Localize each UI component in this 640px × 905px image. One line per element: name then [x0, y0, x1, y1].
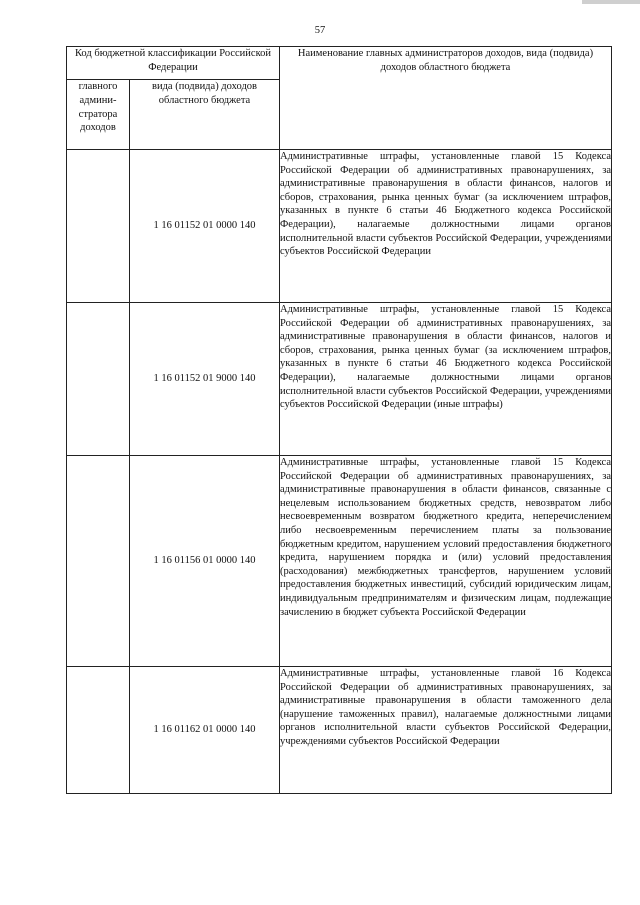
- row-admin-cell: [67, 456, 130, 667]
- row-name-cell: Административные штрафы, установленные главой 15 Кодекса Российской Федерации об административных правонарушениях, за административные правонарушения в области финансов, налогов и сборов, страхования, рынка ценных бумаг (за исключением штрафов, указанных в пункте 6 статьи 46 Бюджетного кодекса Российской Федерации), налагаемые должностными лицами органов исполнительной власти субъектов Российской Федерации, учреждениями субъектов Российской Федерации: [280, 150, 612, 303]
- table-row: [67, 150, 612, 303]
- row-admin-cell: [67, 667, 130, 794]
- header-admin-column: главного админи-стратора доходов: [67, 80, 130, 150]
- row-admin-cell: [67, 303, 130, 456]
- header-code-group: Код бюджетной классификации Российской Федерации: [67, 47, 280, 80]
- table-row: [67, 456, 612, 667]
- row-code-cell: 1 16 01156 01 0000 140: [130, 456, 280, 667]
- table-row: [67, 303, 612, 456]
- row-code-cell: 1 16 01152 01 0000 140: [130, 150, 280, 303]
- row-name-cell: Административные штрафы, установленные главой 15 Кодекса Российской Федерации об административных правонарушениях, за административные правонарушения в области финансов, связанные с нецелевым использованием бюджетных средств, невозвратом либо несвоевременным возвратом бюджетного кредита, неперечислением либо несвоевременным перечислением платы за пользование бюджетным кредитом, нарушением условий предоставления бюджетного кредита, нарушением порядка и (или) условий предоставления (расходования) межбюджетных трансфертов, нарушением условий предоставления бюджетных инвестиций, субсидий юридическим лицам, индивидуальным предпринимателям и физическим лицам, подлежащие зачислению в бюджет субъекта Российской Федерации: [280, 456, 612, 667]
- table-row: [67, 667, 612, 794]
- row-code-cell: 1 16 01152 01 9000 140: [130, 303, 280, 456]
- row-name-cell: Административные штрафы, установленные главой 15 Кодекса Российской Федерации об административных правонарушениях, за административные правонарушения в области финансов, налогов и сборов, страхования, рынка ценных бумаг (за исключением штрафов, указанных в пункте 6 статьи 46 Бюджетного кодекса Российской Федерации), налагаемые должностными лицами органов исполнительной власти субъектов Российской Федерации, учреждениями субъектов Российской Федерации (иные штрафы): [280, 303, 612, 456]
- header-row-top: [67, 47, 612, 80]
- header-income-type-column: вида (подвида) доходов областного бюджета: [130, 80, 280, 150]
- row-admin-cell: [67, 150, 130, 303]
- header-name-column: Наименование главных администраторов доходов, вида (подвида) доходов областного бюджета: [280, 47, 612, 150]
- row-code-cell: 1 16 01162 01 0000 140: [130, 667, 280, 794]
- row-name-cell: Административные штрафы, установленные главой 16 Кодекса Российской Федерации об административных правонарушениях, за административные правонарушения в области таможенного дела (нарушение таможенных правил), налагаемые должностными лицами органов исполнительной власти субъектов Российской Федерации, учреждениями субъектов Российской Федерации: [280, 667, 612, 794]
- budget-classification-table: [66, 46, 612, 794]
- scan-edge-mark: [582, 0, 640, 4]
- page-number: 57: [314, 25, 326, 36]
